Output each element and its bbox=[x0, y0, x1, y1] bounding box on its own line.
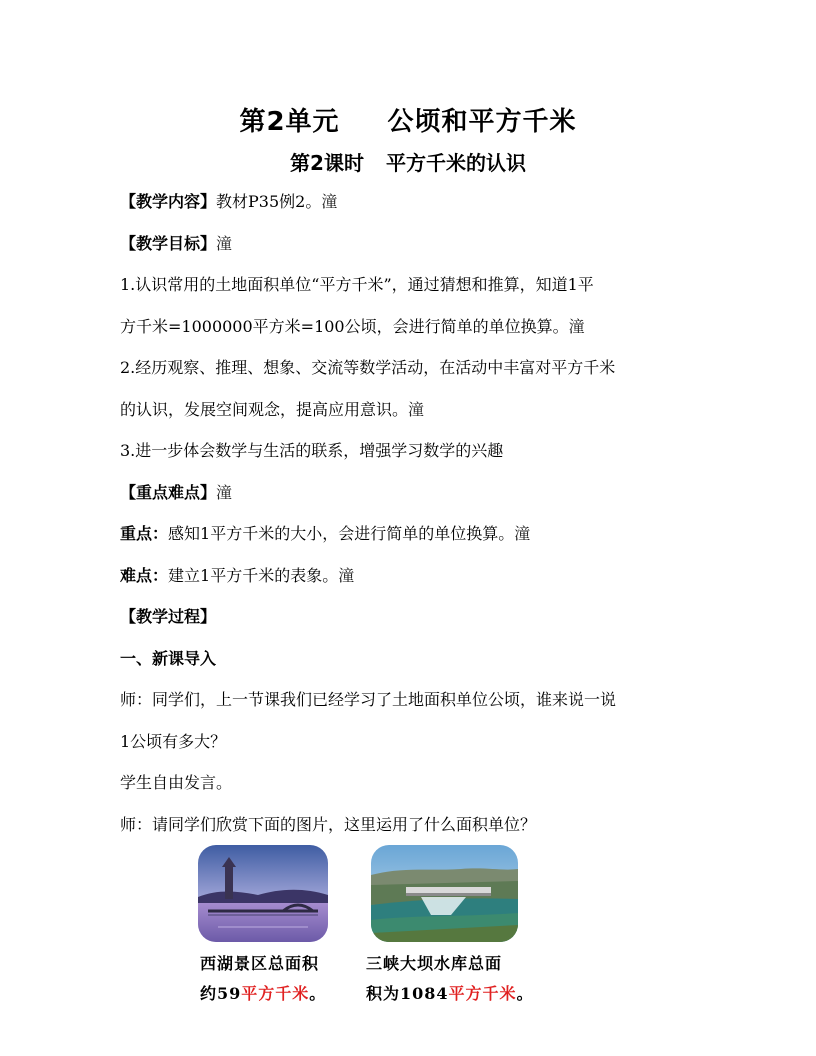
three-gorges-photo bbox=[371, 845, 518, 942]
west-lake-photo bbox=[198, 845, 328, 942]
three-gorges-image bbox=[371, 845, 518, 942]
goal-2-line-1: 2.经历观察、推理、想象、交流等数学活动，在活动中丰富对平方千米 bbox=[120, 358, 616, 377]
process-heading: 【教学过程】 bbox=[120, 607, 217, 626]
goal-3: 3.进一步体会数学与生活的联系，增强学习数学的兴趣 bbox=[120, 441, 504, 460]
paragraph-2: 学生自由发言。 bbox=[120, 773, 233, 792]
section-heading: 一、新课导入 bbox=[120, 649, 217, 668]
hard-point: 难点：建立1平方千米的表象。潼 bbox=[120, 566, 355, 585]
lesson-title: 第2课时 平方千米的认识 bbox=[290, 151, 526, 175]
key-points-heading: 【重点难点】潼 bbox=[120, 483, 233, 502]
content-line: 【教学内容】教材P35例2。潼 bbox=[120, 192, 338, 211]
goal-1-line-1: 1.认识常用的土地面积单位“平方千米”，通过猜想和推算，知道1平 bbox=[120, 275, 594, 294]
three-gorges-caption: 三峡大坝水库总面 积为1084平方千米。 bbox=[366, 954, 534, 1003]
key-point: 重点：感知1平方千米的大小，会进行简单的单位换算。潼 bbox=[120, 524, 531, 543]
paragraph-3: 师：请同学们欣赏下面的图片，这里运用了什么面积单位？ bbox=[120, 815, 537, 834]
west-lake-image bbox=[198, 845, 328, 942]
goal-2-line-2: 的认识，发展空间观念，提高应用意识。潼 bbox=[120, 400, 425, 419]
goal-1-line-2: 方千米=1000000平方米=100公顷，会进行简单的单位换算。潼 bbox=[120, 317, 585, 336]
paragraph-1-line-1: 师：同学们，上一节课我们已经学习了土地面积单位公顷，谁来说一说 bbox=[120, 690, 617, 709]
goals-heading: 【教学目标】潼 bbox=[120, 234, 233, 253]
paragraph-1-line-2: 1公顷有多大？ bbox=[120, 732, 227, 751]
unit-title: 第2单元 公顷和平方千米 bbox=[239, 107, 577, 137]
west-lake-caption: 西湖景区总面积 约59平方千米。 bbox=[200, 954, 327, 1003]
